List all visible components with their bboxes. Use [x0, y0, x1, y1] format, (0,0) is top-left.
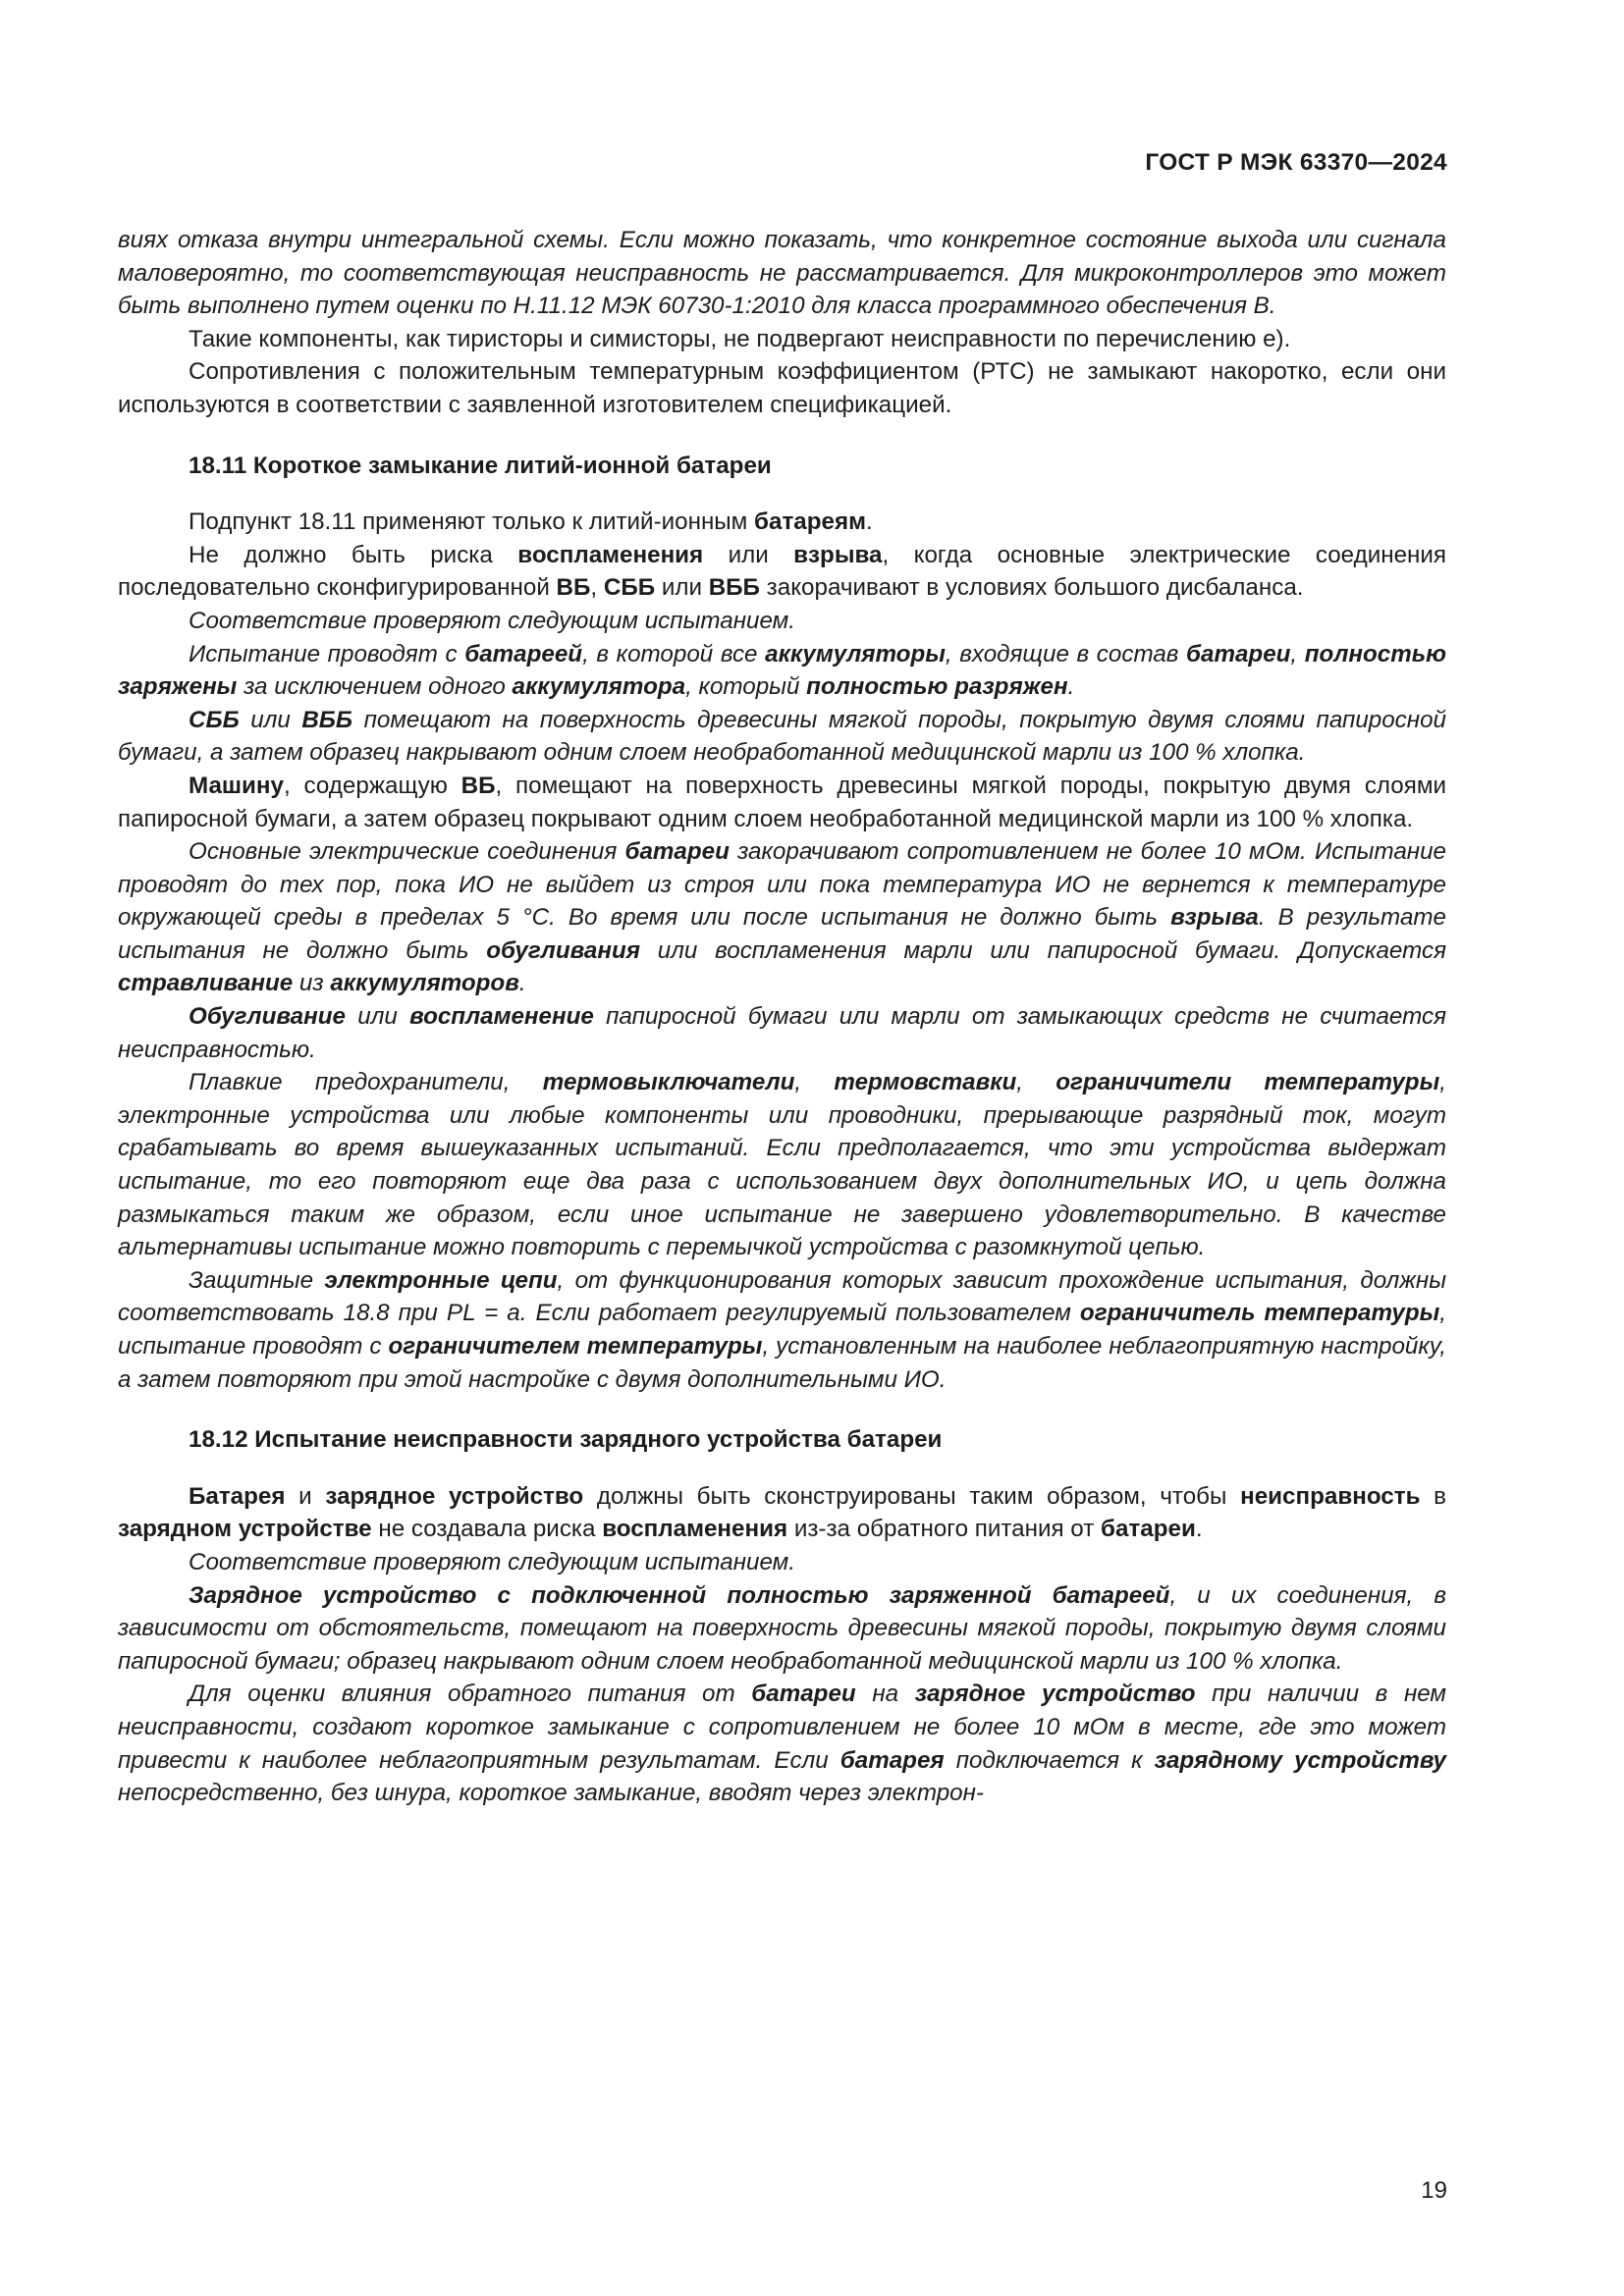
paragraph-18-11-charring: Обугливание или воспламенение папиросной бумаги или марли от замыкающих средств не считается неисправностью. [118, 1003, 1446, 1063]
paragraph-18-11-machine-placement: Машину, содержащую ВБ, помещают на поверхность древесины мягкой породы, покрытую двумя слоями папиросной бумаги, а затем образец покрывают одним слоем необработанной медицинской марли из 100 % хлопка. [118, 772, 1446, 832]
page-number: 19 [1421, 2177, 1447, 2204]
paragraph-18-11-compliance: Соответствие проверяют следующим испытанием. [189, 607, 795, 634]
paragraph-ptc: Сопротивления с положительным температурным коэффициентом (РТС) не замыкают накоротко, если они используются в соответствии с заявленной изготовителем спецификацией. [118, 358, 1446, 418]
paragraph-18-11-short-circuit: Основные электрические соединения батареи закорачивают сопротивлением не более 10 мОм. Испытание проводят до тех пор, пока ИО не выйдет из строя или пока температура ИО не вернется к температуре окружающей среды в пределах 5 °С. Во время или после испытания не должно быть взрыва. В результате испытания не должно быть обугливания или воспламенения марли или папиросной бумаги. Допускается стравливание из аккумуляторов. [118, 838, 1446, 997]
section-heading-18-12: 18.12 Испытание неисправности зарядного устройства батареи [189, 1426, 943, 1454]
paragraph-thyristors: Такие компоненты, как тиристоры и симисторы, не подвергают неисправности по перечислению е). [189, 325, 1291, 352]
section-heading-18-11: 18.11 Короткое замыкание литий-ионной батареи [189, 452, 772, 479]
paragraph-18-11-protective-circuits: Защитные электронные цепи, от функционирования которых зависит прохождение испытания, должны соответствовать 18.8 при PL = a. Если работает регулируемый пользователем ограничитель температуры, испытание проводят с ограничителем температуры, установленным на наиболее неблагоприятную настройку, а затем повторяют при этой настройке с двумя дополнительными ИО. [118, 1266, 1447, 1393]
page-header-standard: ГОСТ Р МЭК 63370—2024 [1145, 149, 1447, 176]
paragraph-18-11-scope: Подпункт 18.11 применяют только к литий-ионным батареям. [189, 508, 873, 536]
paragraph-18-12-requirement: Батарея и зарядное устройство должны быть сконструированы таким образом, чтобы неисправность в зарядном устройстве не создавала риска воспламенения из-за обратного питания от батареи. [118, 1482, 1447, 1543]
paragraph-continuation: виях отказа внутри интегральной схемы. Если можно показать, что конкретное состояние выхода или сигнала маловероятно, то соответствующая неисправность не рассматривается. Для микроконтроллеров это может быть выполнено путем оценки по Н.11.12 МЭК 60730-1:2010 для класса программного обеспечения В. [118, 227, 1446, 320]
paragraph-18-11-test-condition: Испытание проводят с батареей, в которой все аккумуляторы, входящие в состав батареи, полностью заряжены за исключением одного аккумулятора, который полностью разряжен. [118, 640, 1446, 701]
paragraph-18-12-setup: Зарядное устройство с подключенной полностью заряженной батареей, и их соединения, в зависимости от обстоятельств, помещают на поверхность древесины мягкой породы, покрытую двумя слоями папиросной бумаги; образец накрывают одним слоем необработанной медицинской марли из 100 % хлопка. [118, 1581, 1446, 1675]
document-body [118, 224, 1446, 1810]
paragraph-18-11-sbb-placement: СББ или ВББ помещают на поверхность древесины мягкой породы, покрытую двумя слоями папиросной бумаги, а затем образец накрывают одним слоем необработанной медицинской марли из 100 % хлопка. [118, 706, 1446, 767]
paragraph-18-11-fuses: Плавкие предохранители, термовыключатели, термовставки, ограничители температуры, электронные устройства или любые компоненты или проводники, прерывающие разрядный ток, могут срабатывать во время вышеуказанных испытаний. Если предполагается, что эти устройства выдержат испытание, то его повторяют еще два раза с использованием двух дополнительных ИО, и цепь должна размыкаться таким же образом, если иное испытание не завершено удовлетворительно. В качестве альтернативы испытание можно повторить с перемычкой устройства с разомкнутой цепью. [118, 1069, 1446, 1261]
paragraph-18-12-compliance: Соответствие проверяют следующим испытанием. [189, 1548, 795, 1575]
paragraph-18-12-backfeed: Для оценки влияния обратного питания от батареи на зарядное устройство при наличии в нем неисправности, создают короткое замыкание с сопротивлением не более 10 мОм в месте, где это может привести к наиболее неблагоприятным результатам. Если батарея подключается к зарядному устройству непосредственно, без шнура, короткое замыкание, вводят через электрон- [118, 1681, 1447, 1807]
paragraph-18-11-requirement: Не должно быть риска воспламенения или взрыва, когда основные электрические соединения последовательно сконфигурированной ВБ, СББ или ВББ закорачивают в условиях большого дисбаланса. [118, 541, 1446, 602]
